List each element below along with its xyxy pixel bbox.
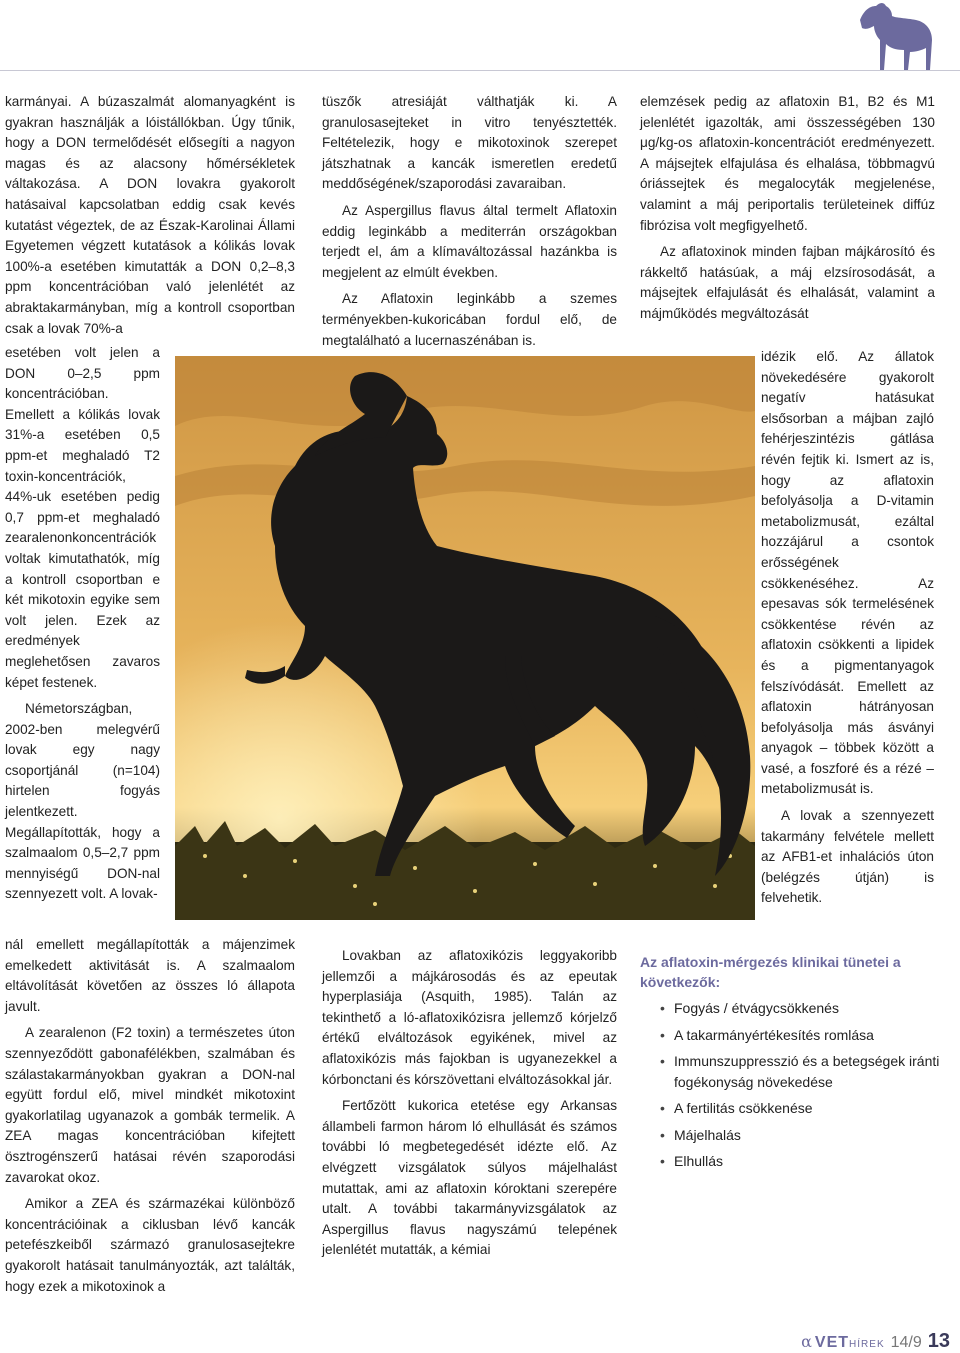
col2-paragraph-5: Fertőzött kukorica etetése egy Arkansas állambeli farmon három ló elhullását és számos további ló megbetegedését idézte elő. Az elvégzett vizsgálatok súlyos májelhalást mutattak, ami az aflatoxin kóroktani szerepére utalt. A további takarmányvizsgálatok az Aspergillus flavus nagyszámú telepének jelenlétét mutatták, a kémiai	[322, 1098, 617, 1258]
alpha-logo-icon: α	[801, 1332, 812, 1351]
col2-paragraph-3: Az Aflatoxin leginkább a szemes terményekben-kukoricában fordul elő, de megtalálható a lucernaszénában is.	[322, 291, 617, 348]
column-2-bottom	[322, 946, 617, 1267]
column-3	[640, 92, 935, 331]
list-item: • Májelhalás	[640, 1125, 940, 1146]
footer-brand-sub: HÍREK	[849, 1339, 885, 1350]
col2-paragraph-2: Az Aspergillus flavus által termelt Aflatoxin eddig leginkább a mediterrán országokban terjedt el, ám a klímaváltozással hazánkba is megjelent az elmúlt években.	[322, 202, 617, 280]
horse-photo-illustration	[175, 356, 755, 920]
list-item: • Immunszuppresszió és a betegségek iránti fogékonyság növekedése	[640, 1051, 940, 1092]
col1-paragraph-2: A zearalenon (F2 toxin) a természetes úton szennyeződött gabonafélékben, szalmában és szálastakarmányokban gyakran a DON-nal együtt fordul elő, mivel mindkét mikotoxint gyakorlatilag ugyanazok a gombák termelik. A ZEA magas koncentrációban kifejtett ösztrogénszerű hatásai révén szaporodási zavarokat okoz.	[5, 1025, 295, 1185]
column-1-bottom	[5, 935, 295, 1303]
horse-logo-icon	[846, 0, 938, 72]
list-item: • A fertilitás csökkenése	[640, 1098, 940, 1119]
col1-paragraph-3: Amikor a ZEA és származékai különböző koncentrációinak a ciklusban lévő kancák petefészkeiből származó granulosasejtekre gyakorolt hatásait tanulmányozták, azt találták, hogy ezek a mikotoxinok a	[5, 1196, 295, 1294]
col1-continuation: nál emellett megállapították a májenzimek emelkedett aktivitását is. A szalmaalom eltávolítását követően az összes ló állapota javult.	[5, 937, 295, 1014]
column-3-wrap	[761, 347, 934, 915]
footer-issue: 14/9	[890, 1334, 922, 1351]
col3-paragraph-2: Az aflatoxinok minden fajban májkárosító és rákkeltő hatásúak, a máj elzsírosodását, a májsejtek elfajulását és elhalását, valamint a májműködés megváltozását	[640, 244, 935, 321]
list-item: • A takarmányértékesítés romlása	[640, 1025, 940, 1046]
header-rule	[0, 70, 960, 71]
col2-paragraph-4: Lovakban az aflatoxikózis leggyakoribb jellemzői a májkárosodás és az epeutak hyperplasiája (Asquith, 1985). Talán az tekinthető a ló-aflatoxikózisra jellemző kórjelző értékű elváltozások egyikének, mivel az aflatoxikózis más fajokban is ugyanezekkel a kórbonctani és kórszövettani elváltozásokkal jár.	[322, 948, 617, 1087]
symptoms-heading: Az aflatoxin-mérgezés klinikai tünetei a következők:	[640, 954, 901, 990]
list-item: • Fogyás / étvágycsökkenés	[640, 998, 940, 1019]
col1-wrap-paragraph-a: esetében volt jelen a DON 0–2,5 ppm koncentrációban. Emellett a kólikás lovak 31%-a esetében 0,5 ppm-et meghaladó T2 toxin-koncentrációk, 44%-uk esetében pedig 0,7 ppm-et meghaladó zearalenonkoncentrációk voltak kimutathatók, míg a kontroll csoportban e két mikotoxin egyike sem volt jelen. Ezek az eredmények meglehetősen zavaros képet festenek.	[5, 345, 160, 690]
col2-paragraph-1: tüszők atresiáját válthatják ki. A granulosasejteket in vitro tenyésztették. Feltételezik, hogy e mikotoxinok szerepet játszhatnak a kancák ismeretlen eredetű meddőségének/szaporodási zavaraiban.	[322, 94, 617, 192]
column-1	[5, 92, 295, 345]
list-item: • Elhullás	[640, 1151, 940, 1172]
col1-wrap-paragraph-b: Németországban, 2002-ben melegvérű lovak egy nagy csoportjánál (n=104) hirtelen fogyás jelentkezett. Megállapították, hogy a szalmaalom 0,5–2,7 ppm mennyiségű DON-nal szennyezett volt. A lovak-	[5, 701, 160, 902]
footer-brand: VET	[814, 1334, 850, 1351]
col3-paragraph-1: elemzések pedig az aflatoxin B1, B2 és M1 jelenlétét igazolták, ami összességében 130 μg/kg-os aflatoxin-koncentrációt eredményezett. A májsejtek elfajulása és elhalása, többmagvú óriássejtek és megalocyták megjelenése, valamint a máj periportalis területeinek diffúz fibrózisa volt megfigyelhető.	[640, 94, 935, 233]
column-2	[322, 92, 617, 357]
col1-paragraph-1: karmányai. A búzaszalmát alomanyagként is gyakran használják a lóistállókban. Úgy tűnik, hogy a DON termelődését elősegíti a nagyon magas és az alacsony hőmérsékletek váltakozása. A DON lovakra gyakorolt hatásaival kapcsolatban eddig csak kevés kutatást végeztek, de az Észak-Karolinai Állami Egyetemen végzett kutatások a kólikás lovak 100%-a esetében kimutatták a DON 0,2–8,3 ppm koncentrációban való jelenlétét az abraktakarmányban, míg a kontroll csoportban csak a lovak 70%-a	[5, 94, 295, 336]
column-1-wrap	[5, 343, 160, 911]
page-footer	[801, 1330, 950, 1353]
col3-wrap-paragraph-b: A lovak a szennyezett takarmány felvétele mellett az AFB1-et inhalációs úton (belégzés útján) is felvehetik.	[761, 808, 934, 906]
symptoms-list	[640, 998, 940, 1178]
horse-photo	[175, 356, 755, 920]
page-number: 13	[927, 1330, 950, 1352]
col3-wrap-paragraph-a: idézik elő. Az állatok növekedésére gyakorolt negatív hatásukat elsősorban a májban zajló fehérjeszintézis gátlása révén fejtik ki. Ismert az is, hogy az aflatoxin befolyásolja a D-vitamin metabolizmusát, ezáltal hozzájárul a csontok erősségének csökkenéséhez. Az epesavas sók termelésének csökkentése révén az aflatoxin csökkenti a lipidek és a pigmentanyagok felszívódását. Emellett az aflatoxin hátrányosan befolyásolja más ásványi anyagok – többek között a vasé, a foszforé és a rézé – metabolizmusát is.	[761, 349, 934, 797]
